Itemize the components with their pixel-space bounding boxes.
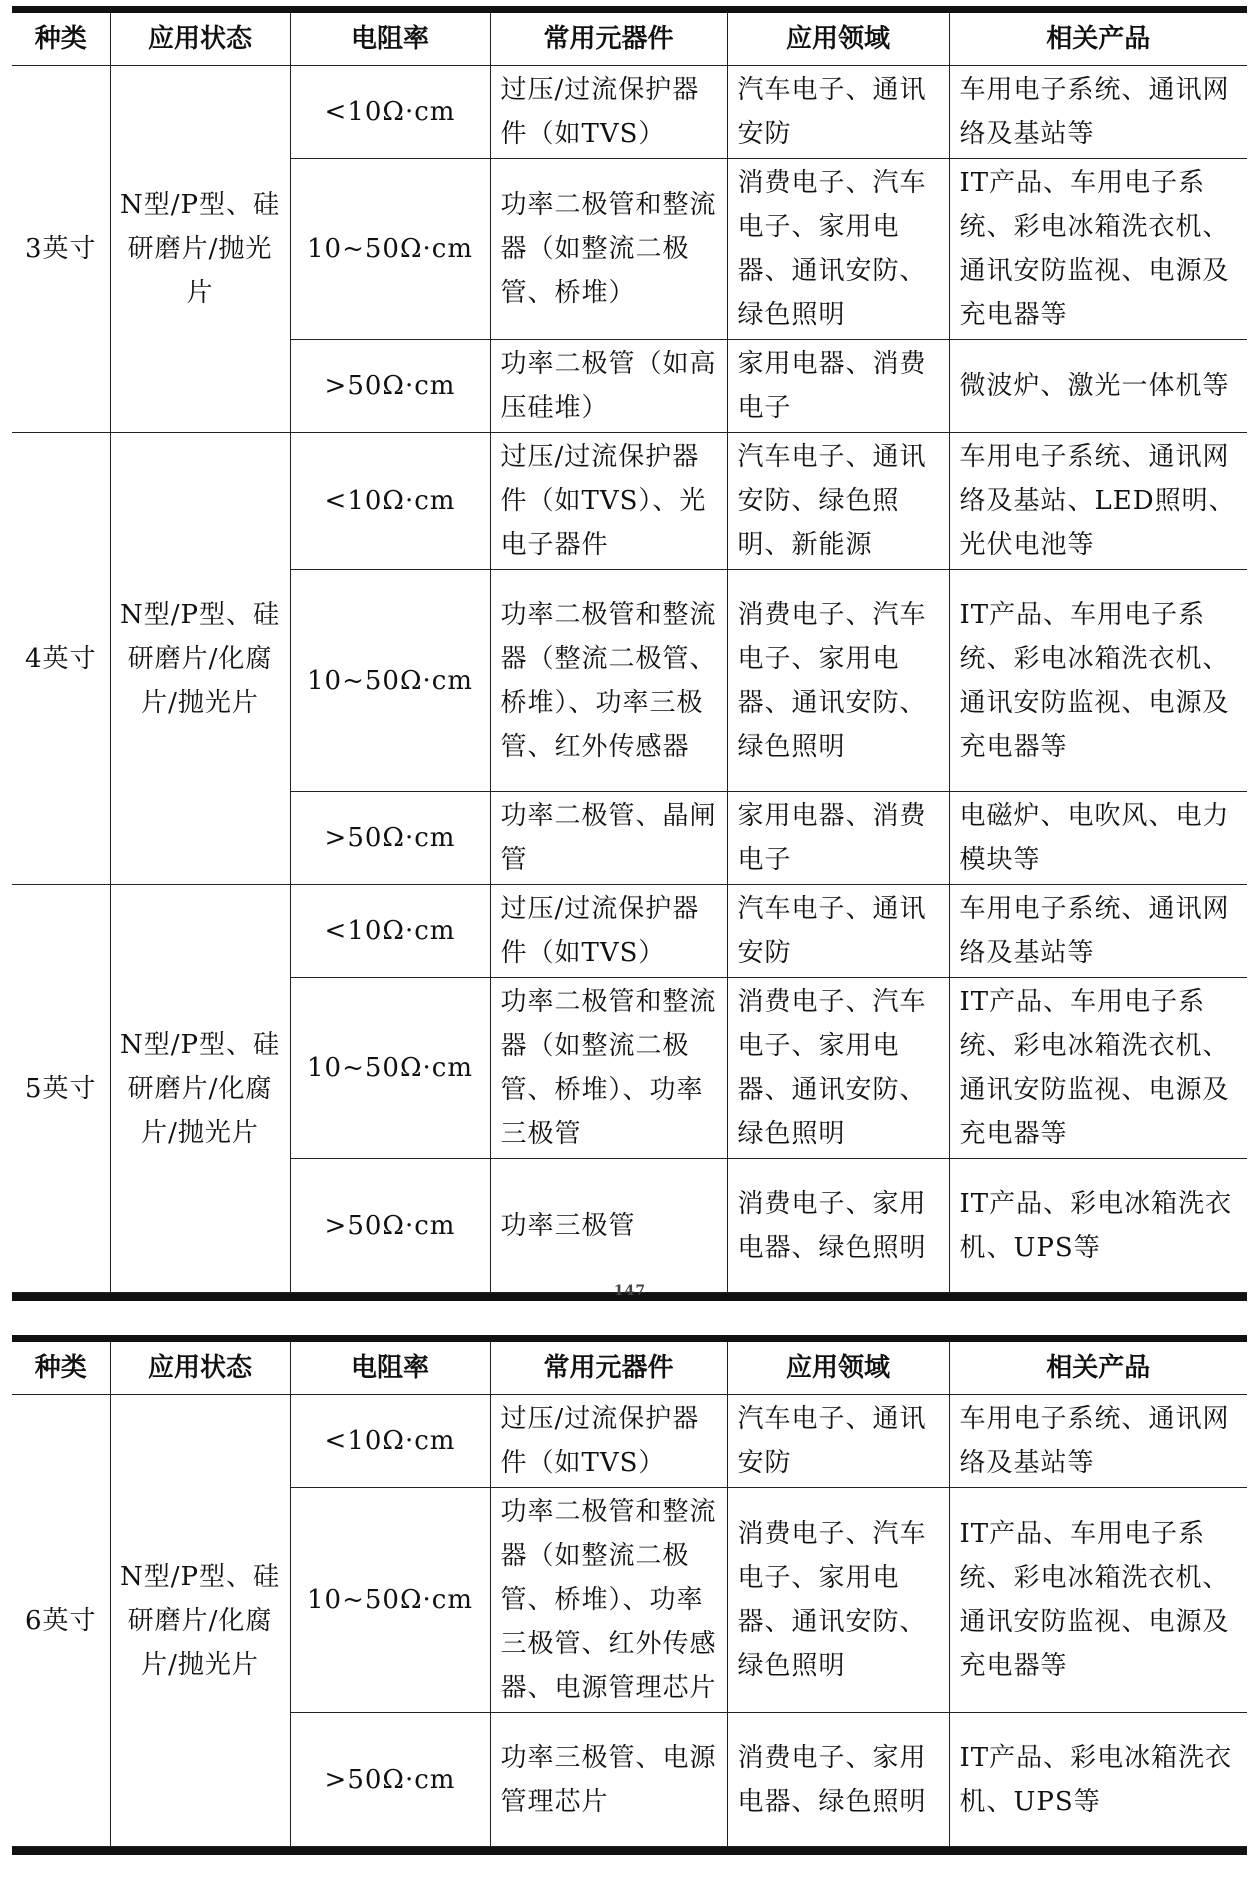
- products-cell: IT产品、车用电子系统、彩电冰箱洗衣机、通讯安防监视、电源及充电器等: [949, 570, 1247, 792]
- header-products: 相关产品: [949, 13, 1247, 66]
- wafer-application-table-2: [12, 1342, 1247, 1847]
- resistivity-cell: >50Ω·cm: [290, 340, 490, 433]
- products-cell: 车用电子系统、通讯网络及基站等: [949, 885, 1247, 978]
- table-1: [12, 6, 1247, 1301]
- fields-cell: 家用电器、消费电子: [727, 792, 949, 885]
- fields-cell: 消费电子、汽车电子、家用电器、通讯安防、绿色照明: [727, 159, 949, 340]
- header-kind: 种类: [12, 13, 110, 66]
- resistivity-cell: >50Ω·cm: [290, 1713, 490, 1847]
- resistivity-cell: 10~50Ω·cm: [290, 159, 490, 340]
- header-row: [12, 1342, 1247, 1395]
- wafer-application-table-1: [12, 13, 1247, 1293]
- components-cell: 功率二极管和整流器（整流二极管、桥堆）、功率三极管、红外传感器: [490, 570, 727, 792]
- table-2: [12, 1335, 1247, 1855]
- bottom-rule: [12, 1847, 1247, 1855]
- components-cell: 功率三极管: [490, 1159, 727, 1293]
- resistivity-cell: <10Ω·cm: [290, 433, 490, 570]
- resistivity-cell: 10~50Ω·cm: [290, 570, 490, 792]
- header-resistivity: 电阻率: [290, 1342, 490, 1395]
- table-row: [12, 1395, 1247, 1488]
- components-cell: 过压/过流保护器件（如TVS）、光电子器件: [490, 433, 727, 570]
- header-products: 相关产品: [949, 1342, 1247, 1395]
- table-row: [12, 885, 1247, 978]
- kind-cell: 5英寸: [12, 885, 110, 1293]
- kind-cell: 4英寸: [12, 433, 110, 885]
- header-kind: 种类: [12, 1342, 110, 1395]
- table-row: [12, 66, 1247, 159]
- state-cell: N型/P型、硅研磨片/抛光片: [110, 66, 290, 433]
- header-components: 常用元器件: [490, 13, 727, 66]
- page-number: 147: [613, 1283, 647, 1299]
- resistivity-cell: >50Ω·cm: [290, 792, 490, 885]
- components-cell: 功率二极管、晶闸管: [490, 792, 727, 885]
- components-cell: 功率二极管和整流器（如整流二极管、桥堆）、功率三极管、红外传感器、电源管理芯片: [490, 1488, 727, 1713]
- resistivity-cell: 10~50Ω·cm: [290, 1488, 490, 1713]
- state-cell: N型/P型、硅研磨片/化腐片/抛光片: [110, 1395, 290, 1847]
- header-components: 常用元器件: [490, 1342, 727, 1395]
- fields-cell: 家用电器、消费电子: [727, 340, 949, 433]
- header-state: 应用状态: [110, 13, 290, 66]
- fields-cell: 消费电子、汽车电子、家用电器、通讯安防、绿色照明: [727, 1488, 949, 1713]
- header-resistivity: 电阻率: [290, 13, 490, 66]
- top-rule: [12, 6, 1247, 13]
- table-row: [12, 433, 1247, 570]
- header-fields: 应用领域: [727, 13, 949, 66]
- components-cell: 过压/过流保护器件（如TVS）: [490, 66, 727, 159]
- products-cell: 车用电子系统、通讯网络及基站、LED照明、光伏电池等: [949, 433, 1247, 570]
- products-cell: IT产品、车用电子系统、彩电冰箱洗衣机、通讯安防监视、电源及充电器等: [949, 159, 1247, 340]
- components-cell: 功率二极管（如高压硅堆）: [490, 340, 727, 433]
- fields-cell: 汽车电子、通讯安防、绿色照明、新能源: [727, 433, 949, 570]
- header-state: 应用状态: [110, 1342, 290, 1395]
- fields-cell: 消费电子、家用电器、绿色照明: [727, 1713, 949, 1847]
- state-cell: N型/P型、硅研磨片/化腐片/抛光片: [110, 433, 290, 885]
- kind-cell: 3英寸: [12, 66, 110, 433]
- state-cell: N型/P型、硅研磨片/化腐片/抛光片: [110, 885, 290, 1293]
- resistivity-cell: 10~50Ω·cm: [290, 978, 490, 1159]
- products-cell: IT产品、车用电子系统、彩电冰箱洗衣机、通讯安防监视、电源及充电器等: [949, 978, 1247, 1159]
- products-cell: 车用电子系统、通讯网络及基站等: [949, 66, 1247, 159]
- products-cell: IT产品、彩电冰箱洗衣机、UPS等: [949, 1713, 1247, 1847]
- components-cell: 功率二极管和整流器（如整流二极管、桥堆）: [490, 159, 727, 340]
- products-cell: IT产品、彩电冰箱洗衣机、UPS等: [949, 1159, 1247, 1293]
- components-cell: 过压/过流保护器件（如TVS）: [490, 885, 727, 978]
- kind-cell: 6英寸: [12, 1395, 110, 1847]
- fields-cell: 消费电子、汽车电子、家用电器、通讯安防、绿色照明: [727, 978, 949, 1159]
- products-cell: 电磁炉、电吹风、电力模块等: [949, 792, 1247, 885]
- resistivity-cell: <10Ω·cm: [290, 1395, 490, 1488]
- products-cell: IT产品、车用电子系统、彩电冰箱洗衣机、通讯安防监视、电源及充电器等: [949, 1488, 1247, 1713]
- fields-cell: 消费电子、家用电器、绿色照明: [727, 1159, 949, 1293]
- header-fields: 应用领域: [727, 1342, 949, 1395]
- components-cell: 功率三极管、电源管理芯片: [490, 1713, 727, 1847]
- fields-cell: 汽车电子、通讯安防: [727, 885, 949, 978]
- resistivity-cell: <10Ω·cm: [290, 66, 490, 159]
- resistivity-cell: >50Ω·cm: [290, 1159, 490, 1293]
- components-cell: 过压/过流保护器件（如TVS）: [490, 1395, 727, 1488]
- products-cell: 车用电子系统、通讯网络及基站等: [949, 1395, 1247, 1488]
- resistivity-cell: <10Ω·cm: [290, 885, 490, 978]
- top-rule: [12, 1335, 1247, 1342]
- fields-cell: 汽车电子、通讯安防: [727, 1395, 949, 1488]
- fields-cell: 消费电子、汽车电子、家用电器、通讯安防、绿色照明: [727, 570, 949, 792]
- components-cell: 功率二极管和整流器（如整流二极管、桥堆）、功率三极管: [490, 978, 727, 1159]
- products-cell: 微波炉、激光一体机等: [949, 340, 1247, 433]
- header-row: [12, 13, 1247, 66]
- fields-cell: 汽车电子、通讯安防: [727, 66, 949, 159]
